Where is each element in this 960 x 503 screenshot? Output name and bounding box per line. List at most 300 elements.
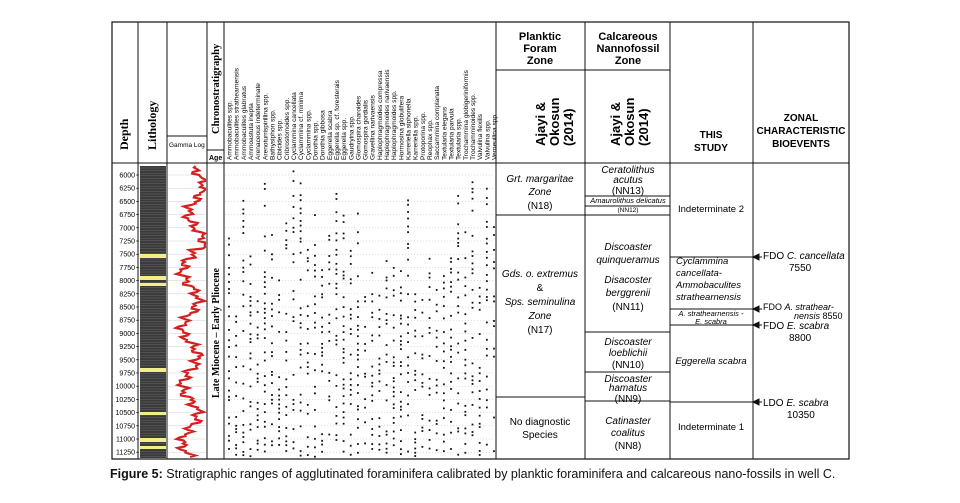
occurrence-mark xyxy=(293,206,295,208)
occurrence-mark xyxy=(450,432,452,434)
occurrence-mark xyxy=(271,423,273,425)
species-label: Bathysiphon spp. xyxy=(269,109,277,160)
occurrence-mark xyxy=(293,180,295,182)
occurrence-mark xyxy=(293,374,295,376)
occurrence-mark xyxy=(228,346,230,348)
occurrence-mark xyxy=(371,448,373,450)
occurrence-mark xyxy=(400,270,402,272)
depth-label: 7000 xyxy=(119,225,135,233)
occurrence-mark xyxy=(314,264,316,266)
occurrence-mark xyxy=(357,325,359,327)
occurrence-mark xyxy=(400,409,402,411)
study-zone-indeterminate-1: Indeterminate 1 xyxy=(677,422,745,433)
occurrence-mark xyxy=(357,242,359,244)
occurrence-mark xyxy=(443,317,445,319)
occurrence-mark xyxy=(336,434,338,436)
occurrence-mark xyxy=(228,377,230,379)
occurrence-mark xyxy=(464,285,466,287)
occurrence-mark xyxy=(407,226,409,228)
occurrence-mark xyxy=(343,378,345,380)
occurrence-mark xyxy=(400,373,402,375)
occurrence-mark xyxy=(371,418,373,420)
occurrence-mark xyxy=(393,444,395,446)
occurrence-mark xyxy=(450,448,452,450)
occurrence-mark xyxy=(407,324,409,326)
occurrence-mark xyxy=(250,455,252,457)
occurrence-mark xyxy=(336,293,338,295)
occurrence-mark xyxy=(379,358,381,360)
occurrence-mark xyxy=(300,349,302,351)
occurrence-mark xyxy=(228,273,230,275)
occurrence-mark xyxy=(379,435,381,437)
bioevent-arrows xyxy=(753,254,762,405)
occurrence-mark xyxy=(307,257,309,259)
occurrence-mark xyxy=(421,357,423,359)
occurrence-mark xyxy=(386,319,388,321)
occurrence-mark xyxy=(321,296,323,298)
occurrence-mark xyxy=(314,409,316,411)
occurrence-mark xyxy=(472,424,474,426)
occurrence-mark xyxy=(379,326,381,328)
occurrence-mark xyxy=(386,260,388,262)
occurrence-mark xyxy=(293,195,295,197)
occurrence-mark xyxy=(328,322,330,324)
occurrence-mark xyxy=(386,296,388,298)
occurrence-mark xyxy=(457,352,459,354)
occurrence-mark xyxy=(343,451,345,453)
depth-label: 11000 xyxy=(116,436,135,444)
occurrence-mark xyxy=(336,406,338,408)
occurrence-mark xyxy=(264,236,266,238)
occurrence-mark xyxy=(264,293,266,295)
occurrence-mark xyxy=(450,381,452,383)
species-label: Reophax spp. xyxy=(427,119,434,160)
occurrence-mark xyxy=(421,382,423,384)
occurrence-mark xyxy=(386,448,388,450)
occurrence-mark xyxy=(414,335,416,337)
occurrence-mark xyxy=(350,434,352,436)
occurrence-mark xyxy=(242,305,244,307)
species-label: Textularia elegans xyxy=(441,106,449,160)
occurrence-mark xyxy=(343,351,345,353)
occurrence-mark xyxy=(443,383,445,385)
occurrence-mark xyxy=(364,300,366,302)
occurrence-mark xyxy=(364,398,366,400)
occurrence-mark xyxy=(343,417,345,419)
occurrence-mark xyxy=(393,422,395,424)
occurrence-mark xyxy=(464,373,466,375)
occurrence-mark xyxy=(443,305,445,307)
lithology-column xyxy=(140,166,166,458)
occurrence-mark xyxy=(400,348,402,350)
occurrence-mark xyxy=(371,334,373,336)
occurrence-mark xyxy=(307,269,309,271)
occurrence-mark xyxy=(343,423,345,425)
occurrence-mark xyxy=(457,343,459,345)
occurrence-mark xyxy=(271,351,273,353)
occurrence-mark xyxy=(379,335,381,337)
occurrence-mark xyxy=(350,384,352,386)
occurrence-mark xyxy=(464,433,466,435)
occurrence-mark xyxy=(407,403,409,405)
occurrence-mark xyxy=(472,431,474,433)
occurrence-mark xyxy=(457,403,459,405)
occurrence-mark xyxy=(371,428,373,430)
occurrence-mark xyxy=(371,400,373,402)
occurrence-mark xyxy=(228,390,230,392)
occurrence-mark xyxy=(364,373,366,375)
occurrence-mark xyxy=(443,287,445,289)
species-label: Valvulina spp. xyxy=(484,119,492,160)
occurrence-mark xyxy=(371,316,373,318)
occurrence-mark xyxy=(414,293,416,295)
occurrence-mark xyxy=(343,215,345,217)
occurrence-mark xyxy=(242,424,244,426)
occurrence-mark xyxy=(414,301,416,303)
occurrence-mark xyxy=(278,279,280,281)
occurrence-mark xyxy=(407,218,409,220)
bioevent-fdo-a-strathearnensis-cont: nensis 8550 xyxy=(794,311,843,321)
occurrence-mark xyxy=(400,440,402,442)
occurrence-mark xyxy=(321,317,323,319)
occurrence-mark xyxy=(228,370,230,372)
occurrence-mark xyxy=(250,341,252,343)
occurrence-mark xyxy=(450,268,452,270)
occurrence-mark xyxy=(457,392,459,394)
occurrence-mark xyxy=(300,182,302,184)
occurrence-mark xyxy=(472,210,474,212)
occurrence-mark xyxy=(250,368,252,370)
occurrence-mark xyxy=(343,306,345,308)
occurrence-mark xyxy=(336,249,338,251)
occurrence-mark xyxy=(278,389,280,391)
occurrence-mark xyxy=(357,427,359,429)
occurrence-mark xyxy=(371,340,373,342)
occurrence-mark xyxy=(257,337,259,339)
occurrence-mark xyxy=(486,339,488,341)
occurrence-mark xyxy=(350,318,352,320)
occurrence-mark xyxy=(486,221,488,223)
species-label: Arenoturrispirillina spp. xyxy=(262,92,270,160)
occurrence-mark xyxy=(278,395,280,397)
occurrence-mark xyxy=(414,370,416,372)
occurrence-mark xyxy=(242,432,244,434)
planktic-zone-n17: Gds. o. extremus & Sps. seminulina Zone (N17) xyxy=(501,269,579,336)
occurrence-mark xyxy=(328,340,330,342)
occurrence-mark xyxy=(285,406,287,408)
occurrence-mark xyxy=(386,443,388,445)
occurrence-mark xyxy=(421,418,423,420)
occurrence-mark xyxy=(379,309,381,311)
occurrence-mark xyxy=(343,271,345,273)
occurrence-mark xyxy=(400,323,402,325)
gamma-log-column xyxy=(168,166,206,457)
occurrence-mark xyxy=(357,301,359,303)
depth-header: Depth xyxy=(117,118,131,150)
occurrence-mark xyxy=(228,399,230,401)
occurrence-mark xyxy=(436,346,438,348)
occurrence-mark xyxy=(343,221,345,223)
occurrence-mark xyxy=(436,360,438,362)
occurrence-mark xyxy=(400,406,402,408)
occurrence-mark xyxy=(464,411,466,413)
occurrence-mark xyxy=(271,234,273,236)
occurrence-mark xyxy=(443,360,445,362)
gamma-log-header: Gamma Log xyxy=(169,142,205,149)
occurrence-mark xyxy=(228,440,230,442)
occurrence-mark xyxy=(250,323,252,325)
bioevent-fdo-a-strathearnensis: FDO A. strathear- xyxy=(763,302,834,312)
occurrence-mark xyxy=(414,309,416,311)
occurrence-mark xyxy=(371,394,373,396)
occurrence-mark xyxy=(343,357,345,359)
occurrence-mark xyxy=(336,415,338,417)
occurrence-mark xyxy=(321,276,323,278)
occurrence-mark xyxy=(293,399,295,401)
occurrence-mark xyxy=(429,317,431,319)
occurrence-mark xyxy=(242,410,244,412)
occurrence-mark xyxy=(357,405,359,407)
occurrence-mark xyxy=(493,320,495,322)
occurrence-mark xyxy=(379,449,381,451)
occurrence-mark xyxy=(429,332,431,334)
occurrence-mark xyxy=(250,300,252,302)
occurrence-mark xyxy=(357,366,359,368)
occurrence-mark xyxy=(307,366,309,368)
nanno-zone-nn9: Discoaster hamatus (NN9) xyxy=(604,374,652,405)
occurrence-mark xyxy=(493,356,495,358)
occurrence-mark xyxy=(357,354,359,356)
occurrence-mark xyxy=(228,306,230,308)
occurrence-mark xyxy=(464,414,466,416)
occurrence-mark xyxy=(321,440,323,442)
occurrence-mark xyxy=(300,410,302,412)
occurrence-mark xyxy=(436,420,438,422)
occurrence-mark xyxy=(357,275,359,277)
occurrence-mark xyxy=(350,378,352,380)
occurrence-mark xyxy=(421,430,423,432)
occurrence-mark xyxy=(421,446,423,448)
occurrence-mark xyxy=(429,394,431,396)
occurrence-mark xyxy=(264,302,266,304)
occurrence-mark xyxy=(242,454,244,456)
occurrence-mark xyxy=(336,254,338,256)
occurrence-mark xyxy=(250,315,252,317)
occurrence-mark xyxy=(443,331,445,333)
occurrence-mark xyxy=(386,277,388,279)
occurrence-mark xyxy=(486,399,488,401)
occurrence-mark xyxy=(314,386,316,388)
occurrence-mark xyxy=(429,299,431,301)
occurrence-mark xyxy=(235,431,237,433)
occurrence-mark xyxy=(436,289,438,291)
occurrence-mark xyxy=(250,423,252,425)
occurrence-mark xyxy=(364,407,366,409)
occurrence-mark xyxy=(343,403,345,405)
occurrence-mark xyxy=(407,365,409,367)
occurrence-mark xyxy=(271,440,273,442)
occurrence-mark xyxy=(386,434,388,436)
depth-label: 6250 xyxy=(119,185,135,193)
depth-label: 8500 xyxy=(119,304,135,312)
occurrence-mark xyxy=(343,348,345,350)
occurrence-mark xyxy=(379,390,381,392)
occurrence-mark xyxy=(242,267,244,269)
occurrence-mark xyxy=(285,230,287,232)
occurrence-mark xyxy=(300,252,302,254)
occurrence-mark xyxy=(242,220,244,222)
occurrence-mark xyxy=(271,399,273,401)
depth-label: 7250 xyxy=(119,238,135,246)
occurrence-mark xyxy=(228,356,230,358)
depth-label: 10250 xyxy=(115,396,135,404)
occurrence-mark xyxy=(472,375,474,377)
occurrence-mark xyxy=(371,386,373,388)
epoch-label: Late Miocene – Early Pliocene xyxy=(211,268,222,398)
occurrence-mark xyxy=(250,333,252,335)
lithology-sand-bed xyxy=(140,368,166,372)
lithology-header: Lithology xyxy=(145,100,159,150)
occurrence-mark xyxy=(307,373,309,375)
occurrence-mark xyxy=(371,312,373,314)
occurrence-mark xyxy=(407,204,409,206)
lithology-sand-bed xyxy=(140,446,166,449)
depth-label: 9250 xyxy=(119,344,135,352)
occurrence-mark xyxy=(393,267,395,269)
occurrence-mark xyxy=(379,444,381,446)
occurrence-mark xyxy=(293,217,295,219)
lithology-sand-bed xyxy=(140,438,166,442)
occurrence-mark xyxy=(314,255,316,257)
depth-label: 6750 xyxy=(119,212,135,220)
occurrence-mark xyxy=(414,448,416,450)
occurrence-mark xyxy=(379,369,381,371)
occurrence-mark xyxy=(314,296,316,298)
occurrence-mark xyxy=(364,376,366,378)
occurrence-mark xyxy=(421,386,423,388)
occurrence-mark xyxy=(278,408,280,410)
occurrence-mark xyxy=(278,399,280,401)
study-zone-indeterminate-2: Indeterminate 2 xyxy=(677,204,745,215)
occurrence-mark xyxy=(278,418,280,420)
occurrence-mark xyxy=(400,344,402,346)
occurrence-mark xyxy=(393,395,395,397)
occurrence-mark xyxy=(250,305,252,307)
occurrence-mark xyxy=(242,213,244,215)
occurrence-mark xyxy=(407,332,409,334)
occurrence-mark xyxy=(479,372,481,374)
occurrence-mark xyxy=(421,335,423,337)
occurrence-mark xyxy=(271,277,273,279)
occurrence-mark xyxy=(278,294,280,296)
occurrence-mark xyxy=(393,377,395,379)
occurrence-mark xyxy=(386,400,388,402)
occurrence-mark xyxy=(350,282,352,284)
column-dividers xyxy=(112,22,849,459)
occurrence-mark xyxy=(407,395,409,397)
occurrence-mark xyxy=(371,375,373,377)
occurrence-mark xyxy=(450,337,452,339)
occurrence-mark xyxy=(343,233,345,235)
occurrence-mark xyxy=(379,318,381,320)
occurrence-mark xyxy=(264,360,266,362)
occurrence-mark xyxy=(457,272,459,274)
occurrence-mark xyxy=(250,401,252,403)
occurrence-mark xyxy=(457,195,459,197)
occurrence-mark xyxy=(393,380,395,382)
occurrence-mark xyxy=(400,448,402,450)
occurrence-mark xyxy=(293,403,295,405)
occurrence-mark xyxy=(429,429,431,431)
nannofossil-zone-header: Calcareous Nannofossil Zone xyxy=(596,31,660,67)
occurrence-mark xyxy=(235,321,237,323)
occurrence-mark xyxy=(242,294,244,296)
occurrence-mark xyxy=(328,261,330,263)
occurrence-mark xyxy=(264,437,266,439)
occurrence-mark xyxy=(457,242,459,244)
occurrence-mark xyxy=(293,441,295,443)
occurrence-mark xyxy=(285,440,287,442)
occurrence-mark xyxy=(464,313,466,315)
occurrence-mark xyxy=(343,339,345,341)
occurrence-mark xyxy=(314,276,316,278)
occurrence-mark xyxy=(436,449,438,451)
occurrence-mark xyxy=(257,408,259,410)
occurrence-mark xyxy=(457,431,459,433)
occurrence-mark xyxy=(228,315,230,317)
occurrence-mark xyxy=(486,280,488,282)
occurrence-mark xyxy=(278,376,280,378)
occurrence-mark xyxy=(421,299,423,301)
occurrence-mark xyxy=(493,450,495,452)
bioevent-depth-7550: 7550 xyxy=(789,263,812,274)
species-label: Karreriella spp. xyxy=(412,115,420,160)
occurrence-mark xyxy=(293,227,295,229)
occurrence-mark xyxy=(336,287,338,289)
occurrence-mark xyxy=(264,312,266,314)
occurrence-mark xyxy=(493,249,495,251)
occurrence-mark xyxy=(443,400,445,402)
occurrence-mark xyxy=(264,421,266,423)
occurrence-mark xyxy=(285,340,287,342)
occurrence-mark xyxy=(464,452,466,454)
occurrence-mark xyxy=(314,214,316,216)
occurrence-mark xyxy=(300,327,302,329)
planktic-zone-n18: Grt. margaritae Zone (N18) xyxy=(506,174,574,212)
occurrence-mark xyxy=(386,361,388,363)
occurrence-mark xyxy=(393,365,395,367)
occurrence-mark xyxy=(479,287,481,289)
occurrence-mark xyxy=(479,367,481,369)
occurrence-mark xyxy=(457,296,459,298)
occurrence-mark xyxy=(486,264,488,266)
occurrence-mark xyxy=(464,443,466,445)
occurrence-mark xyxy=(242,451,244,453)
occurrence-mark xyxy=(343,411,345,413)
this-study-header: THIS STUDY xyxy=(694,130,728,154)
occurrence-mark xyxy=(472,235,474,237)
occurrence-mark xyxy=(235,345,237,347)
bioevent-fdo-e-scabra: FDO E. scabra xyxy=(763,321,830,332)
nanno-source-label: Ajayi &Okosun(2014) xyxy=(608,97,651,146)
occurrence-mark xyxy=(479,296,481,298)
occurrence-mark xyxy=(357,375,359,377)
occurrence-mark xyxy=(300,208,302,210)
occurrence-mark xyxy=(336,211,338,213)
occurrence-mark xyxy=(257,449,259,451)
occurrence-mark xyxy=(486,238,488,240)
occurrence-mark xyxy=(257,300,259,302)
